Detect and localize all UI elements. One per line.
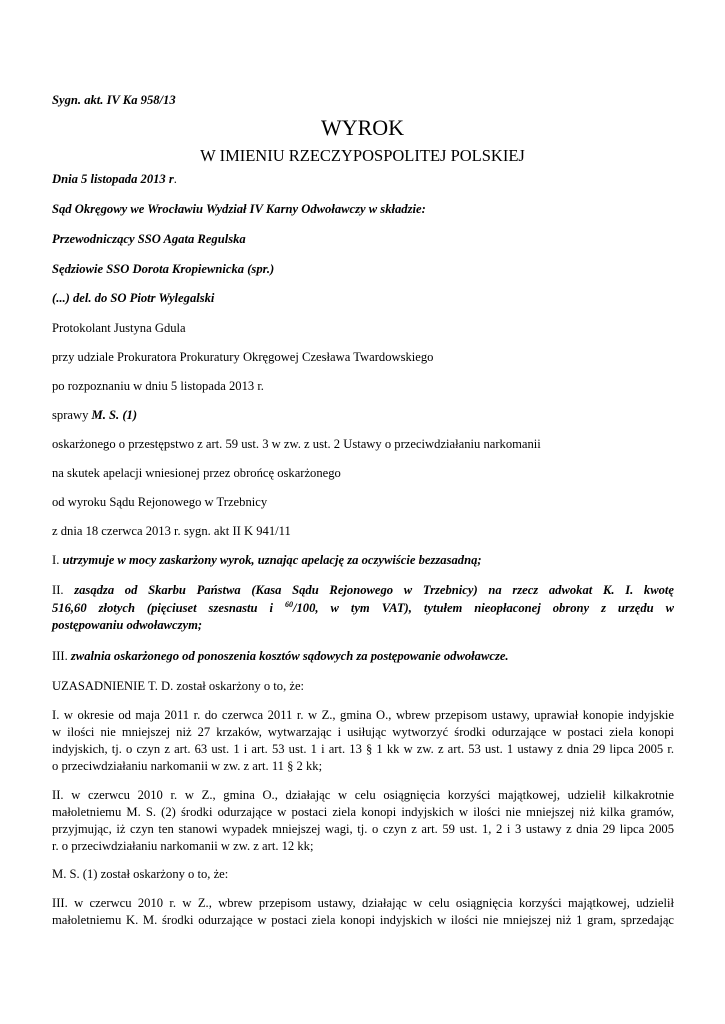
ruling-point-3: [52, 648, 674, 664]
count-2-line-3: przyjmując, iż czyn ten stanowi wypadek mniejszej wagi, tj. o czyn z art. 59 ust. 1, 2 i 3 ustawy z dnia 29 lipca 2005: [52, 822, 674, 836]
reasons-heading: UZASADNIENIE T. D. został oskarżony o to, że:: [52, 679, 305, 693]
ruling-point-2-line-2: [52, 600, 674, 616]
count-1-line-4: o przeciwdziałaniu narkomanii w zw. z art. 11 § 2 kk;: [52, 759, 323, 773]
ruling-point-1: [52, 552, 674, 568]
case-party-prefix: sprawy: [52, 408, 92, 422]
count-2-line-4: r. o przeciwdziałaniu narkomanii w zw. z art. 12 kk;: [52, 839, 314, 853]
count-2-line-2: małoletniemu M. S. (2) środki odurzające w postaci ziela konopi indyjskich w ilości nie mniejszej niż kilka gramów,: [52, 805, 674, 819]
count-1-line-2: w ilości nie mniejszej niż 27 krzaków, wytwarzając i usiłując wytworzyć środki odurzające w postaci ziela konopi: [52, 725, 674, 739]
appeal: na skutek apelacji wniesionej przez obrońcę oskarżonego: [52, 466, 341, 480]
ruling-point-2-line-3: postępowaniu odwoławczym;: [52, 618, 203, 632]
second-accused: M. S. (1) został oskarżony o to, że:: [52, 867, 229, 881]
ruling-point-2-text-2b: /100, w tym VAT), tytułem nieopłaconej obrony z urzędu w: [292, 601, 674, 615]
judgment-date-text: Dnia 5 listopada 2013 r: [52, 172, 174, 186]
case-party: [52, 407, 674, 423]
hearing-date: po rozpoznaniu w dniu 5 listopada 2013 r.: [52, 379, 264, 393]
charge: oskarżonego o przestępstwo z art. 59 ust. 3 w zw. z ust. 2 Ustawy o przeciwdziałaniu narkomanii: [52, 437, 541, 451]
ruling-point-1-text: utrzymuje w mocy zaskarżony wyrok, uznając apelację za oczywiście bezzasadną;: [62, 553, 482, 567]
judges: Sędziowie SSO Dorota Kropiewnicka (spr.): [52, 262, 275, 276]
lower-court: od wyroku Sądu Rejonowego w Trzebnicy: [52, 495, 268, 509]
count-1-line-3: indyjskich, tj. o czyn z art. 63 ust. 1 i art. 53 ust. 1 i art. 13 § 1 kk w zw. z art. 53 ust. 1 ustawy z dnia 29 lipca 2005 r.: [52, 742, 674, 756]
judgment-subtitle: W IMIENIU RZECZYPOSPOLITEJ POLSKIEJ: [200, 146, 525, 165]
ruling-point-3-text: zwalnia oskarżonego od ponoszenia kosztów sądowych za postępowanie odwoławcze.: [70, 649, 509, 663]
clerk: Protokolant Justyna Gdula: [52, 321, 186, 335]
court-composition: Sąd Okręgowy we Wrocławiu Wydział IV Karny Odwoławczy w składzie:: [52, 202, 426, 216]
count-2-line-1: II. w czerwcu 2010 r. w Z., gmina O., działając w celu osiągnięcia korzyści majątkowej, udzielił kilkakrotnie: [52, 788, 674, 802]
count-3-line-1: III. w czerwcu 2010 r. w Z., wbrew przepisom ustawy, działając w celu osiągnięcia korzyści majątkowej, udzielił: [52, 896, 674, 910]
ruling-point-2-superscript: 60: [284, 600, 293, 609]
ruling-point-2-text-2a: 516,60 złotych (pięciuset szesnastu i: [52, 601, 285, 615]
lower-court-date: z dnia 18 czerwca 2013 r. sygn. akt II K 941/11: [52, 524, 291, 538]
ruling-point-1-number: I.: [52, 553, 63, 567]
count-1-line-1: I. w okresie od maja 2011 r. do czerwca 2011 r. w Z., gmina O., wbrew przepisom ustawy, uprawiał konopie indyjskie: [52, 708, 674, 722]
ruling-point-2-number: II.: [52, 583, 75, 597]
ruling-point-3-number: III.: [52, 649, 71, 663]
presiding-judge: Przewodniczący SSO Agata Regulska: [52, 232, 246, 246]
ruling-point-2-text-1: zasądza od Skarbu Państwa (Kasa Sądu Rejonowego w Trzebnicy) na rzecz adwokat K. I. kwotę: [74, 583, 674, 597]
delegated-judge: (...) del. do SO Piotr Wylegalski: [52, 291, 215, 305]
prosecutor: przy udziale Prokuratora Prokuratury Okręgowej Czesława Twardowskiego: [52, 350, 434, 364]
judgment-date-dot: .: [173, 172, 177, 186]
case-reference: Sygn. akt. IV Ka 958/13: [52, 93, 176, 107]
ruling-point-2-line-1: [52, 582, 674, 598]
case-party-name: M. S. (1): [91, 408, 138, 422]
judgment-date: [52, 171, 674, 187]
count-3-line-2: małoletniemu K. M. środki odurzające w postaci ziela konopi indyjskich w ilości nie mniejszej niż 1 gram, sprzedając: [52, 913, 674, 927]
judgment-title: WYROK: [320, 115, 405, 140]
